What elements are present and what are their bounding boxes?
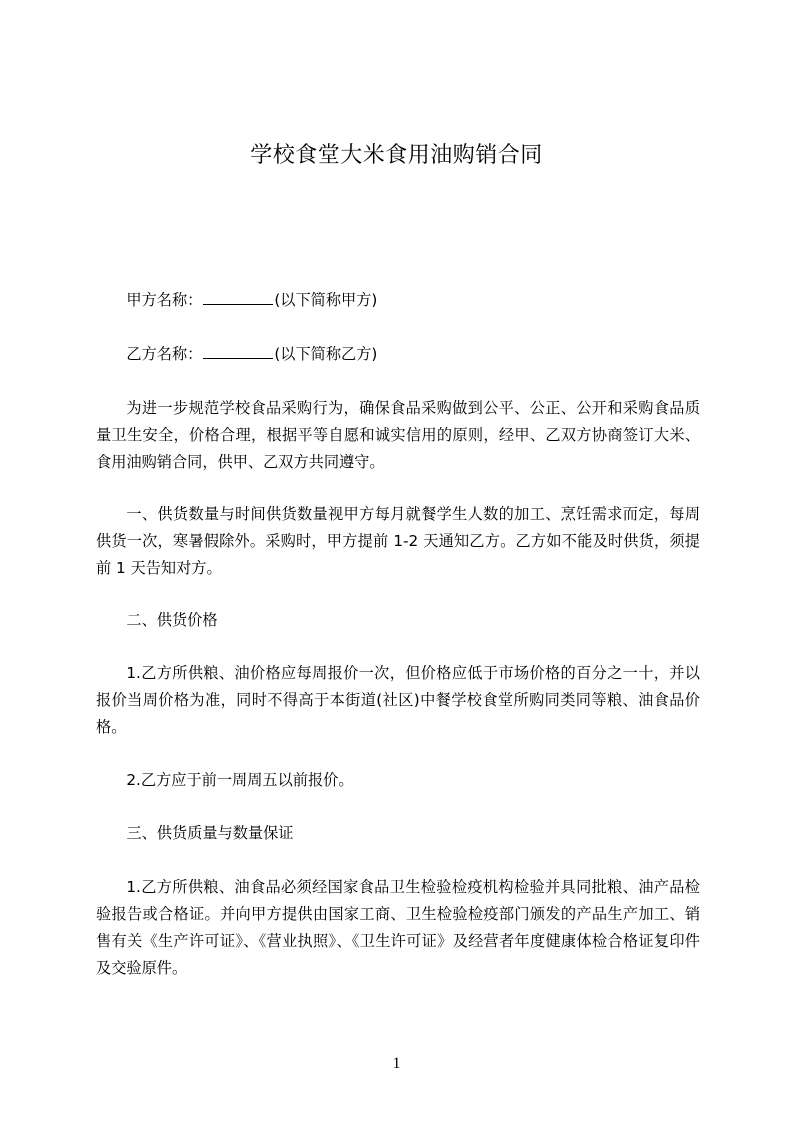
- party-b-blank: [203, 343, 273, 359]
- document-title: 学校食堂大米食用油购销合同: [250, 143, 543, 168]
- preamble-paragraph: 为进一步规范学校食品采购行为，确保食品采购做到公平、公正、公开和采购食品质量卫生安全，价格合理，根据平等自愿和诚实信用的原则，经甲、乙双方协商签订大米、食用油购销合同，供甲、乙双方共同遵守。: [96, 399, 700, 471]
- section-3-item-1: 1.乙方所供粮、油食品必须经国家食品卫生检验检疫机构检验并具同批粮、油产品检验报告或合格证。并向甲方提供由国家工商、卫生检验检疫部门颁发的产品生产加工、销售有关《生产许可证》、《营业执照》、《卫生许可证》及经营者年度健康体检合格证复印件及交验原件。: [96, 878, 700, 977]
- section-2-item-2: 2.乙方应于前一周周五以前报价。: [126, 771, 354, 789]
- section-2-item-1: 1.乙方所供粮、油价格应每周报价一次，但价格应低于市场价格的百分之一十，并以报价当周价格为准，同时不得高于本街道(社区)中餐学校食堂所购同类同等粮、油食品价格。: [96, 664, 700, 736]
- party-a-suffix: (以下简称甲方): [274, 291, 378, 309]
- party-a-blank: [203, 289, 273, 305]
- party-b-suffix: (以下简称乙方): [274, 345, 378, 363]
- section-3-heading: 三、供货质量与数量保证: [126, 824, 294, 842]
- party-b-line: [96, 341, 700, 368]
- section-2-heading: 二、供货价格: [126, 611, 218, 629]
- party-a-label: 甲方名称：: [126, 291, 203, 309]
- section-1-paragraph: 一、供货数量与时间供货数量视甲方每月就餐学生人数的加工、烹饪需求而定，每周供货一次，寒暑假除外。采购时，甲方提前 1-2 天通知乙方。乙方如不能及时供货，须提前 1 天告知对方。: [96, 505, 700, 577]
- party-b-label: 乙方名称：: [126, 345, 203, 363]
- party-a-line: [96, 287, 700, 314]
- page-number: 1: [392, 1055, 401, 1072]
